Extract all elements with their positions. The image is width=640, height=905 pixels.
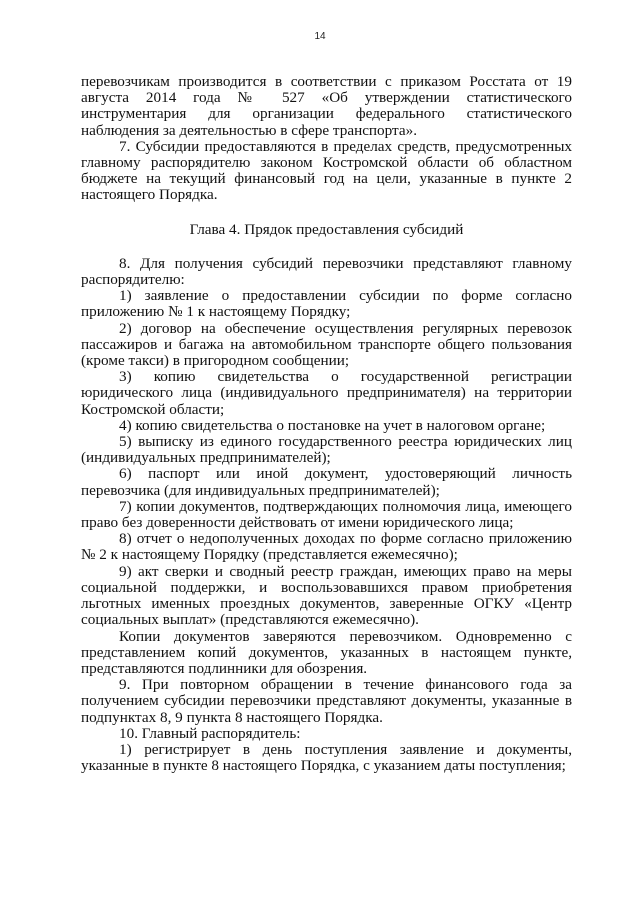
paragraph-10-item-1: 1) регистрирует в день поступления заявление и документы, указанные в пункте 8 настоящего Порядка, с указанием даты поступления; <box>81 740 572 775</box>
paragraph-9: 9. При повторном обращении в течение финансового года за получением субсидии перевозчики представляют документы, указанные в подпунктах 8, 9 пункта 8 настоящего Порядка. <box>81 676 572 726</box>
page-number: 14 <box>314 31 326 42</box>
paragraph-8-copies-note: Копии документов заверяются перевозчиком. Одновременно с представлением копий документов, указанных в настоящем пункте, представляются подлинники для обозрения. <box>81 627 572 677</box>
paragraph-10: 10. Главный распорядитель: <box>119 724 301 742</box>
paragraph-8-item-7: 7) копии документов, подтверждающих полномочия лица, имеющего право без доверенности действовать от имени юридического лица; <box>81 497 572 532</box>
paragraph-8-item-2: 2) договор на обеспечение осуществления регулярных перевозок пассажиров и багажа на автомобильном транспорте общего пользования (кроме такси) в пригородном сообщении; <box>81 319 572 370</box>
paragraph-7: 7. Субсидии предоставляются в пределах средств, предусмотренных главному распорядителю законом Костромской области об областном бюджете на текущий финансовый год на цели, указанные в пункте 2 настоящего Порядка. <box>81 137 572 204</box>
paragraph-8-item-1: 1) заявление о предоставлении субсидии по форме согласно приложению № 1 к настоящему Порядку; <box>81 287 572 321</box>
paragraph-intro: перевозчикам производится в соответствии с приказом Росстата от 19 августа 2014 года № 527 «Об утверждении статистического инструментария для организации федерального статистического наблюдения за деятельностью в сфере транспорта». <box>81 73 572 139</box>
paragraph-8-item-5: 5) выписку из единого государственного реестра юридических лиц (индивидуальных предпринимателей); <box>81 433 572 467</box>
paragraph-8-item-3: 3) копию свидетельства о государственной регистрации юридического лица (индивидуального предпринимателя) на территории Костромской области; <box>81 368 572 418</box>
document-body <box>81 74 572 774</box>
chapter-4-heading: Глава 4. Прядок предоставления субсидий <box>189 220 464 238</box>
paragraph-8-item-6: 6) паспорт или иной документ, удостоверяющий личность перевозчика (для индивидуальных предпринимателей); <box>81 465 572 499</box>
paragraph-8-item-9: 9) акт сверки и сводный реестр граждан, имеющих право на меры социальной поддержки, и воспользовавшихся правом приобретения льготных именных проездных документов, заверенные ОГКУ «Центр социальных выплат» (представляются ежемесячно). <box>81 562 572 629</box>
paragraph-8: 8. Для получения субсидий перевозчики представляют главному распорядителю: <box>81 254 572 289</box>
paragraph-8-item-8: 8) отчет о недополученных доходах по форме согласно приложению № 2 к настоящему Порядку (представляется ежемесячно); <box>81 530 572 564</box>
paragraph-8-item-4: 4) копию свидетельства о постановке на учет в налоговом органе; <box>119 416 546 434</box>
